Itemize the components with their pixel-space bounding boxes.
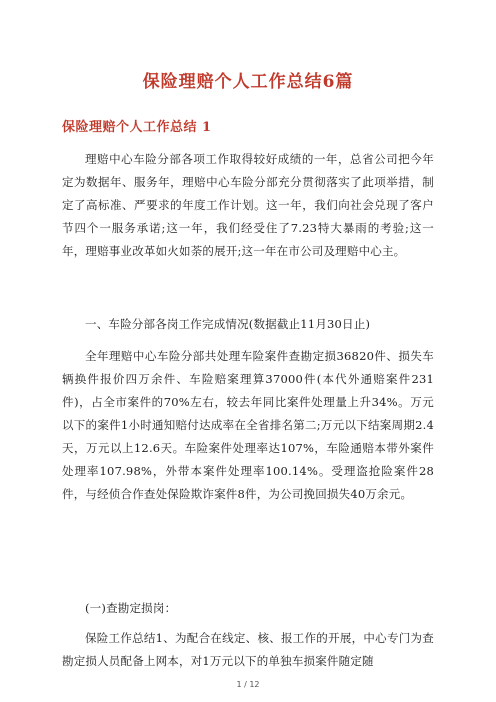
- paragraph-intro: 理赔中心车险分部各项工作取得较好成绩的一年，总省公司把今年定为数据年、服务年，理赔中心车险分部充分贯彻落实了此项举措，制定了高标准、严要求的年度工作计划。这一年，我们向社会兑现了客户节四个一服务承诺;这一年，我们经受住了7.23特大暴雨的考验;这一年，理赔事业改革如火如荼的展开;这一年在市公司及理赔中心主。: [62, 152, 434, 258]
- document-title: 保险理赔个人工作总结6篇: [142, 72, 354, 92]
- page-indicator: 1 / 12: [236, 680, 260, 689]
- paragraph-subheading: (一)查勘定损岗：: [85, 601, 177, 615]
- section-title: 保险理赔个人工作总结 1: [62, 120, 212, 135]
- paragraph-survey-role: 保险工作总结1、为配合在线定、核、报工作的开展，中心专门为查勘定损人员配备上网本，对1万元以下的单独车损案件随定随: [62, 631, 434, 668]
- paragraph-statistics: 全年理赔中心车险分部共处理车险案件查勘定损36820件、损失车辆换件报价四万余件、车险赔案理算37000件(本代外通赔案件231件)，占全市案件的70%左右，较去年同比案件处理量上升34%。万元以下的案件1小时通知赔付达成率在全省排名第二;万元以下结案周期2.4天，万元以上12.6天。车险案件处理率达107%，车险通赔本带外案件处理率107.98%，外带本案件处理率100.14%。受理盗抢险案件28件，与经侦合作查处保险欺诈案件8件，为公司挽回损失40万余元。: [62, 349, 434, 501]
- paragraph-heading-1: 一、车险分部各岗工作完成情况(数据截止11月30日止): [85, 317, 371, 331]
